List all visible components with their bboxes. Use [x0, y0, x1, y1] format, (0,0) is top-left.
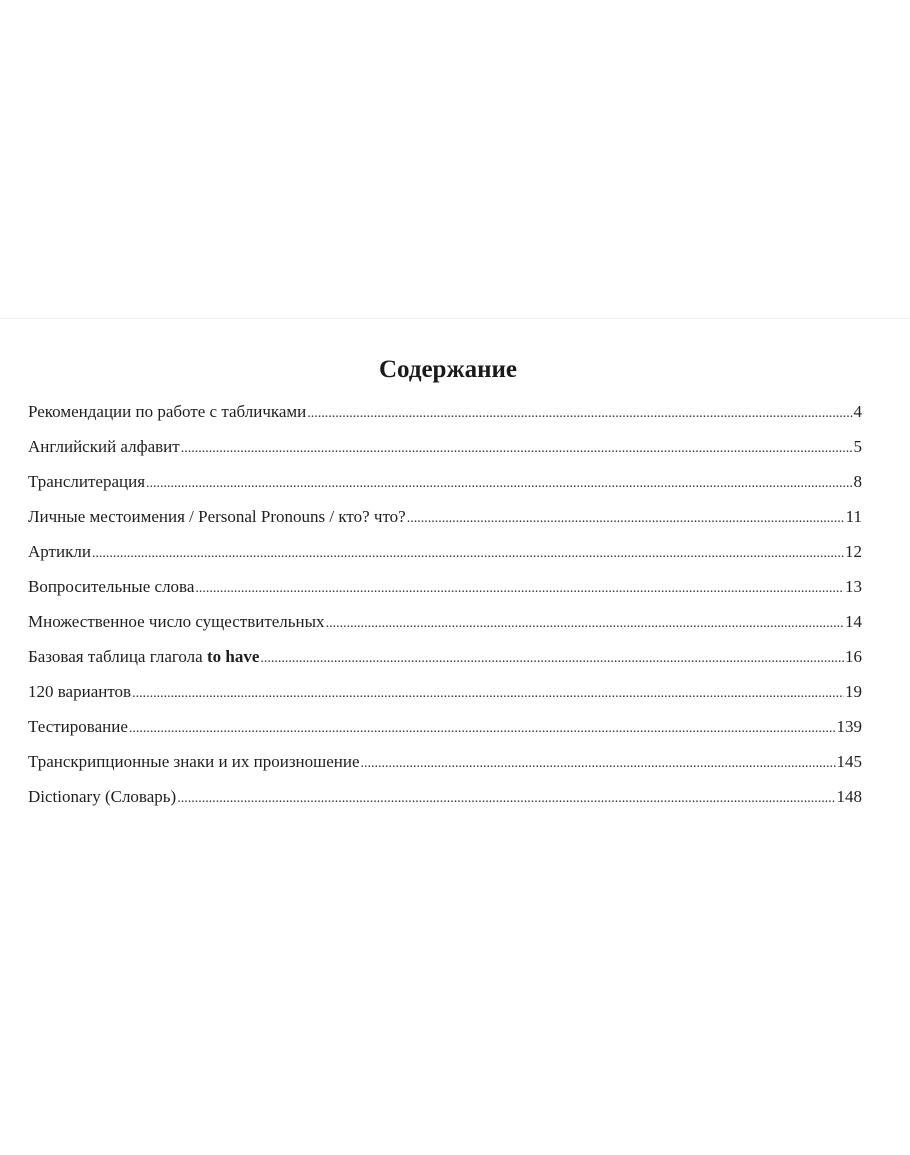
toc-entry — [28, 647, 862, 682]
toc-entry-page: 145 — [836, 752, 862, 771]
toc-entry-page: 11 — [845, 507, 862, 526]
toc-entry — [28, 682, 862, 717]
toc-leader-dots — [129, 721, 836, 737]
toc-entry — [28, 612, 862, 647]
toc-entry — [28, 507, 862, 542]
toc-entry-text: Вопросительные слова — [28, 577, 195, 596]
toc-entry-page: 13 — [845, 577, 862, 596]
toc-entry-text: Личные местоимения / Personal Pronouns / кто? что? — [28, 507, 406, 526]
toc-entry-page: 14 — [845, 612, 862, 631]
toc-entry-page: 19 — [845, 682, 862, 701]
toc-entry-page: 148 — [836, 787, 862, 806]
page-divider — [0, 318, 910, 319]
toc-entry — [28, 717, 862, 752]
toc-leader-dots — [361, 756, 836, 772]
toc-leader-dots — [146, 476, 852, 492]
toc-leader-dots — [326, 616, 844, 632]
toc-leader-dots — [177, 791, 835, 807]
toc-entry-page: 4 — [853, 402, 862, 421]
toc-entry-text: Dictionary (Словарь) — [28, 787, 177, 806]
toc-entry-text: Транслитерация — [28, 472, 146, 491]
toc-leader-dots — [260, 651, 844, 667]
toc-entry — [28, 577, 862, 612]
toc-leader-dots — [92, 546, 844, 562]
toc-entry-text: Базовая таблица глагола to have — [28, 647, 260, 666]
toc-entry-page: 8 — [853, 472, 862, 491]
toc-entry — [28, 752, 862, 787]
toc-title: Содержание — [378, 356, 517, 383]
toc-entry-page: 12 — [845, 542, 862, 561]
toc-list — [28, 402, 862, 822]
toc-leader-dots — [407, 511, 845, 527]
toc-entry-text: Артикли — [28, 542, 91, 561]
toc-entry-page: 139 — [836, 717, 862, 736]
toc-entry-text: Рекомендации по работе с табличками — [28, 402, 307, 421]
toc-leader-dots — [195, 581, 844, 597]
toc-leader-dots — [132, 686, 844, 702]
toc-entry — [28, 402, 862, 437]
toc-entry-text: Тестирование — [28, 717, 128, 736]
toc-entry — [28, 472, 862, 507]
toc-leader-dots — [307, 406, 852, 422]
toc-entry-text: 120 вариантов — [28, 682, 132, 701]
toc-entry-text: Английский алфавит — [28, 437, 180, 456]
toc-entry-page: 5 — [853, 437, 862, 456]
toc-entry — [28, 787, 862, 822]
toc-leader-dots — [181, 441, 853, 457]
toc-entry-page: 16 — [845, 647, 862, 666]
toc-entry — [28, 542, 862, 577]
toc-entry-text: Транскрипционные знаки и их произношение — [28, 752, 360, 771]
toc-entry-text: Множественное число существительных — [28, 612, 325, 631]
toc-entry — [28, 437, 862, 472]
